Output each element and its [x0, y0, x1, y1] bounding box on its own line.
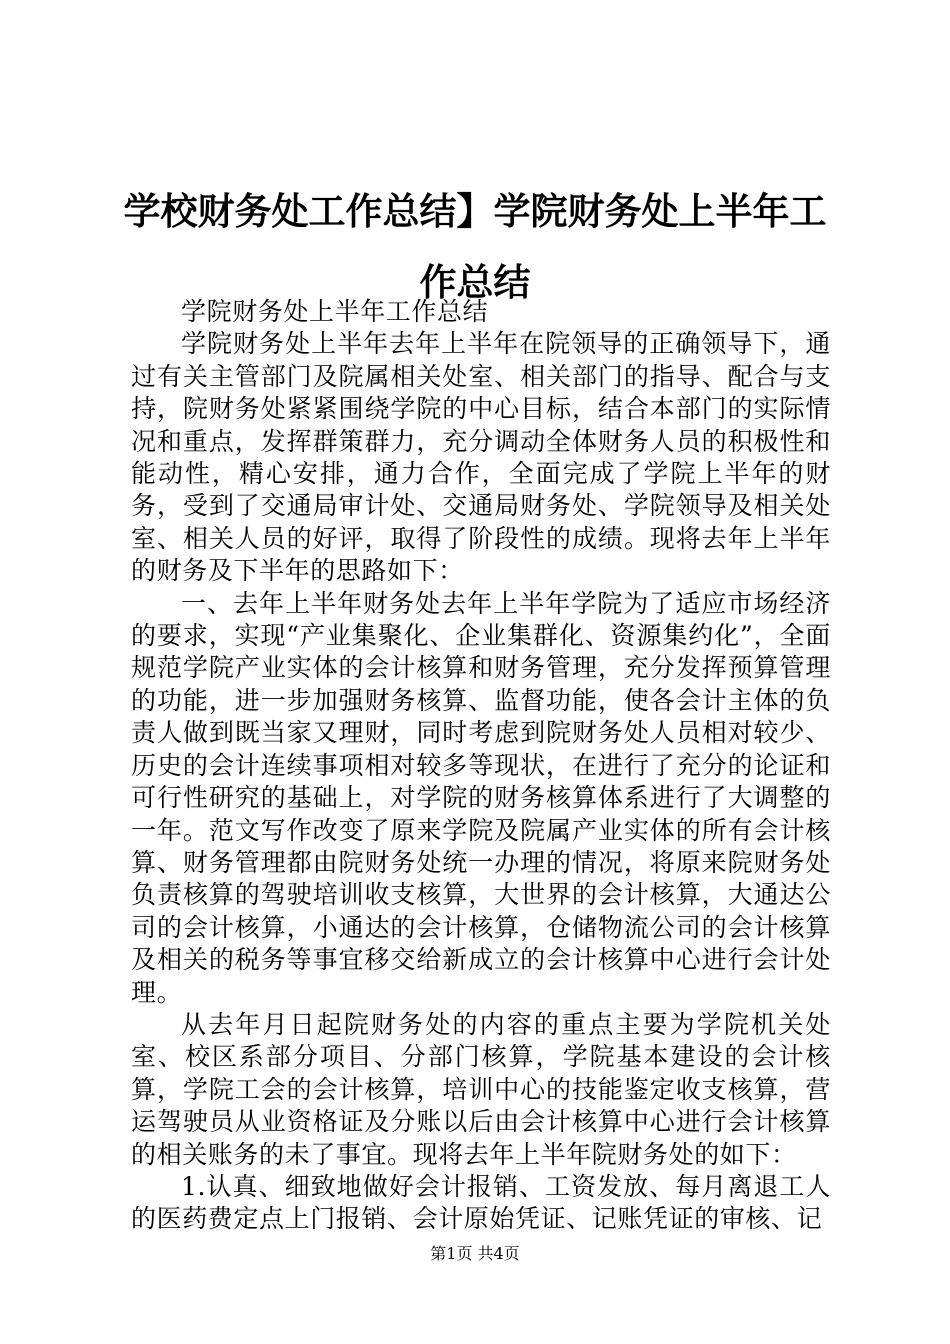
document-title: 学校财务处工作总结】学院财务处上半年工作总结 [123, 190, 827, 304]
document-body [131, 296, 831, 1236]
paragraph-section-one: 一、去年上半年财务处去年上半年学院为了适应市场经济的要求，实现“产业集聚化、企业集群化、资源集约化”，全面规范学院产业实体的会计核算和财务管理，充分发挥预算管理的功能，进一步加强财务核算、监督功能，使各会计主体的负责人做到既当家又理财，同时考虑到院财务处人员相对较少、历史的会计连续事项相对较多等现状，在进行了充分的论证和可行性研究的基础上，对学院的财务核算体系进行了大调整的一年。范文写作改变了原来学院及院属产业实体的所有会计核算、财务管理都由院财务处统一办理的情况，将原来院财务处负责核算的驾驶培训收支核算，大世界的会计核算，大通达公司的会计核算，小通达的会计核算，仓储物流公司的会计核算及相关的税务等事宜移交给新成立的会计核算中心进行会计处理。 [131, 588, 831, 1007]
paragraph-intro: 学院财务处上半年去年上半年在院领导的正确领导下，通过有关主管部门及院属相关处室、相关部门的指导、配合与支持，院财务处紧紧围绕学院的中心目标，结合本部门的实际情况和重点，发挥群策群力，充分调动全体财务人员的积极性和能动性，精心安排，通力合作，全面完成了学院上半年的财务，受到了交通局审计处、交通局财务处、学院领导及相关处室、相关人员的好评，取得了阶段性的成绩。现将去年上半年的财务及下半年的思路如下： [131, 329, 831, 586]
page-number-footer: 第1页 共4页 [430, 1244, 520, 1263]
paragraph-item-one: 1.认真、细致地做好会计报销、工资发放、每月离退工人的医药费定点上门报销、会计原始凭证、记账凭证的审核、记 [131, 1171, 831, 1234]
paragraph-subtitle: 学院财务处上半年工作总结 [181, 297, 489, 326]
paragraph-scope: 从去年月日起院财务处的内容的重点主要为学院机关处室、校区系部分项目、分部门核算，学院基本建设的会计核算，学院工会的会计核算，培训中心的技能鉴定收支核算，营运驾驶员从业资格证及分账以后由会计核算中心进行会计核算的相关账务的未了事宜。现将去年上半年院财务处的如下： [131, 1009, 831, 1169]
